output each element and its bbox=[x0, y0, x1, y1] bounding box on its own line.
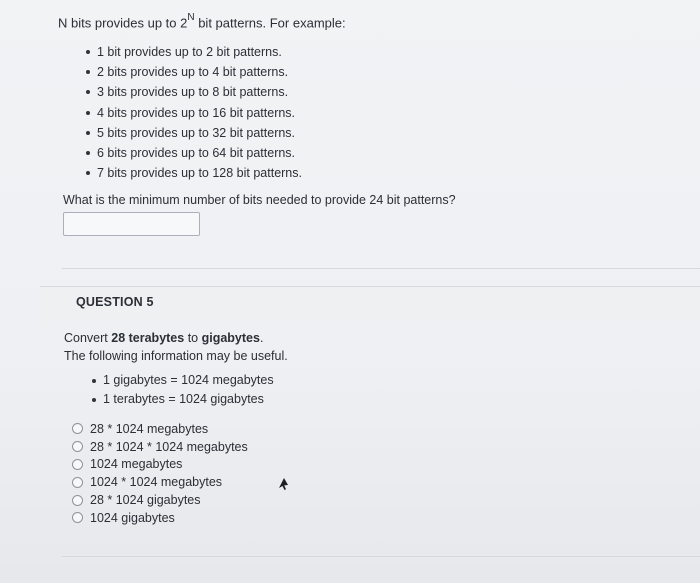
list-item: 1 bit provides up to 2 bit patterns. bbox=[86, 44, 302, 64]
radio-button[interactable] bbox=[72, 512, 83, 523]
option-label[interactable]: 1024 gigabytes bbox=[90, 510, 175, 525]
answer-input[interactable] bbox=[63, 212, 200, 236]
intro-text bbox=[58, 14, 346, 30]
prompt-unit: gigabytes bbox=[201, 331, 260, 345]
examples-list bbox=[86, 44, 302, 185]
intro-exponent: N bbox=[187, 12, 195, 23]
option-row[interactable] bbox=[72, 473, 248, 491]
facts-list bbox=[92, 373, 274, 411]
intro-suffix: bit patterns. For example: bbox=[194, 15, 346, 31]
answer-options bbox=[72, 420, 248, 527]
prompt-amount: 28 terabytes bbox=[111, 331, 185, 345]
option-label[interactable]: 1024 * 1024 megabytes bbox=[90, 475, 223, 490]
radio-button[interactable] bbox=[72, 459, 83, 470]
option-row[interactable] bbox=[72, 438, 248, 456]
radio-button[interactable] bbox=[72, 441, 83, 452]
option-label[interactable]: 28 * 1024 gigabytes bbox=[90, 493, 201, 508]
question5-title: QUESTION 5 bbox=[76, 295, 154, 309]
list-item: 1 gigabytes = 1024 megabytes bbox=[92, 373, 274, 392]
list-item: 4 bits provides up to 16 bit patterns. bbox=[86, 105, 302, 125]
option-row[interactable] bbox=[72, 420, 248, 438]
option-row[interactable] bbox=[72, 456, 248, 474]
list-item: 1 terabytes = 1024 gigabytes bbox=[92, 392, 274, 411]
question5-header bbox=[40, 286, 700, 327]
option-row[interactable] bbox=[72, 491, 248, 509]
list-item: 7 bits provides up to 128 bit patterns. bbox=[86, 165, 302, 185]
list-item: 5 bits provides up to 32 bit patterns. bbox=[86, 125, 302, 145]
radio-button[interactable] bbox=[72, 477, 83, 488]
prompt-middle: to bbox=[184, 331, 202, 345]
question5-prompt bbox=[64, 331, 263, 345]
divider bbox=[62, 268, 700, 269]
intro-prefix: N bits provides up to 2 bbox=[58, 15, 188, 31]
radio-button[interactable] bbox=[72, 423, 83, 434]
question5-info: The following information may be useful. bbox=[64, 349, 288, 363]
prompt-end: . bbox=[259, 331, 264, 345]
option-row[interactable] bbox=[72, 509, 248, 527]
list-item: 3 bits provides up to 8 bit patterns. bbox=[86, 84, 302, 104]
list-item: 2 bits provides up to 4 bit patterns. bbox=[86, 64, 302, 84]
mouse-cursor-icon bbox=[276, 477, 290, 491]
divider bbox=[62, 556, 700, 557]
option-label[interactable]: 28 * 1024 * 1024 megabytes bbox=[90, 439, 248, 454]
list-item: 6 bits provides up to 64 bit patterns. bbox=[86, 145, 302, 165]
radio-button[interactable] bbox=[72, 495, 83, 506]
question4-text: What is the minimum number of bits needed to provide 24 bit patterns? bbox=[63, 193, 456, 207]
option-label[interactable]: 28 * 1024 megabytes bbox=[90, 421, 209, 436]
option-label[interactable]: 1024 megabytes bbox=[90, 457, 183, 472]
prompt-prefix: Convert bbox=[64, 331, 112, 345]
